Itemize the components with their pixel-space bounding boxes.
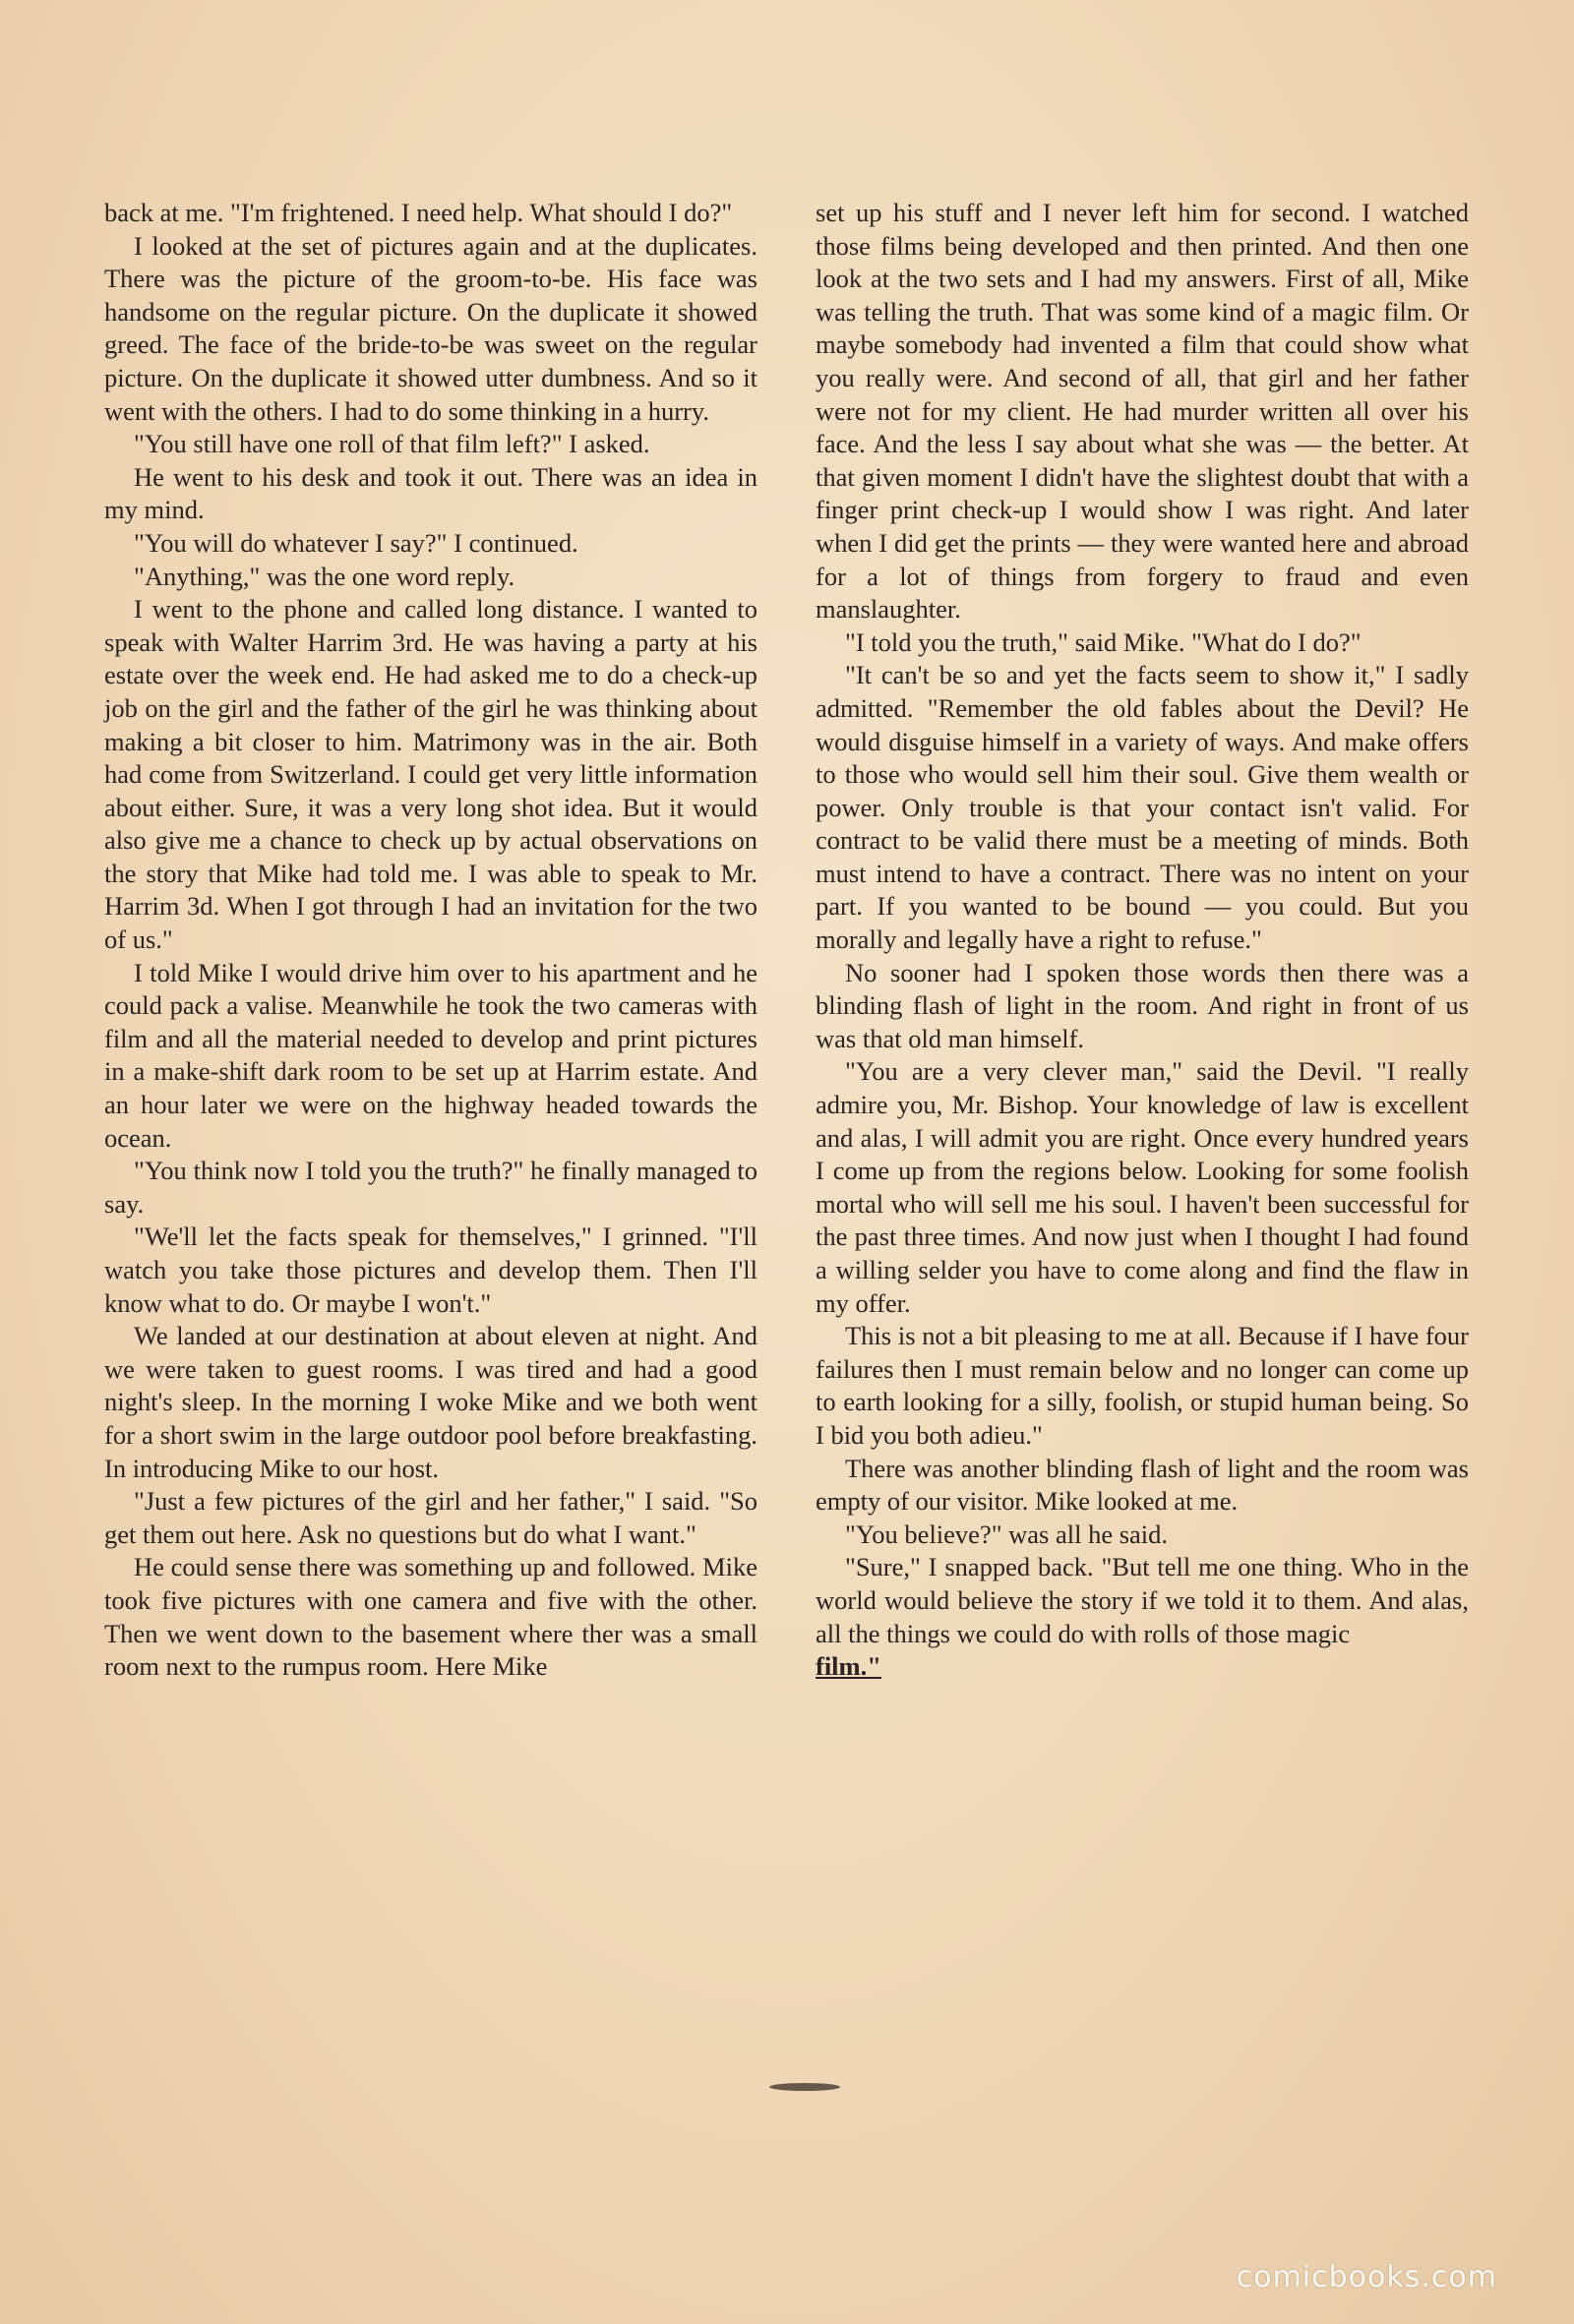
paragraph: "Just a few pictures of the girl and her father," I said. "So get them out here. Ask no questions but do what I want."	[104, 1486, 757, 1549]
paragraph: I went to the phone and called long distance. I wanted to speak with Walter Harrim 3rd. He was having a party at his estate over the week end. He had asked me to do a check-up job on the girl and the father of the girl he was thinking about making a bit closer to him. Matrimony was in the air. Both had come from Switzerland. I could get very little information about either. Sure, it was a very long shot idea. But it would also give me a chance to check up by actual observations on the story that Mike had told me. I was able to speak to Mr. Harrim 3d. When I got through I had an invitation for the two of us."	[104, 594, 757, 955]
paragraph: set up his stuff and I never left him for second. I watched those films being developed and then printed. And then one look at the two sets and I had my answers. First of all, Mike was telling the truth. That was some kind of a magic film. Or maybe somebody had invented a film that could show what you really were. And second of all, that girl and her father were not for my client. He had murder written all over his face. And the less I say about what she was — the better. At that given moment I didn't have the slightest doubt that with a finger print check-up I would show I was right. And later when I did get the prints — they were wanted here and abroad for a lot of things from forgery to fraud and even manslaughter.	[816, 198, 1469, 625]
paragraph: "You believe?" was all he said.	[845, 1519, 1169, 1549]
paragraph: "You think now I told you the truth?" he finally managed to say.	[104, 1156, 757, 1219]
right-text-column	[816, 197, 1469, 1684]
paragraph: "You will do whatever I say?" I continued.	[134, 527, 578, 558]
paragraph: "Anything," was the one word reply.	[134, 561, 515, 591]
paragraph: "Sure," I snapped back. "But tell me one thing. Who in the world would believe the story if we told it to them. And alas, all the things we could do with rolls of those magic	[816, 1552, 1469, 1648]
paragraph: I looked at the set of pictures again and at the duplicates. There was the picture of the groom-to-be. His face was handsome on the regular picture. On the duplicate it showed greed. The face of the bride-to-be was sweet on the regular picture. On the duplicate it showed utter dumbness. And so it went with the others. I had to do some thinking in a hurry.	[104, 230, 757, 426]
paragraph: "You still have one roll of that film left?" I asked.	[134, 429, 650, 459]
paragraph: "It can't be so and yet the facts seem to show it," I sadly admitted. "Remember the old fables about the Devil? He would disguise himself in a variety of ways. And make offers to those who would sell him their soul. Give them wealth or power. Only trouble is that your contact isn't valid. For contract to be valid there must be a meeting of minds. Both must intend to have a contract. There was no intent on your part. If you wanted to be bound — you could. But you morally and legally have a right to refuse."	[816, 660, 1469, 955]
final-line	[816, 1650, 1469, 1684]
paragraph: This is not a bit pleasing to me at all. Because if I have four failures then I must remain below and no longer can come up to earth looking for a silly, foolish, or stupid human being. So I bid you both adieu."	[816, 1321, 1469, 1450]
paragraph: He could sense there was something up and followed. Mike took five pictures with one camera and five with the other. Then we went down to the basement where ther was a small room next to the rumpus room. Here Mike	[104, 1552, 757, 1682]
paragraph: We landed at our destination at about eleven at night. And we were taken to guest rooms. I was tired and had a good night's sleep. In the morning I woke Mike and we both went for a short swim in the large outdoor pool before breakfasting. In introducing Mike to our host.	[104, 1321, 757, 1483]
end-ink-mark	[769, 2083, 840, 2091]
watermark: comicbooks.com	[1236, 2260, 1497, 2294]
paragraph: "We'll let the facts speak for themselves," I grinned. "I'll watch you take those pictures and develop them. Then I'll know what to do. Or maybe I won't."	[104, 1222, 757, 1318]
paragraph: "You are a very clever man," said the Devil. "I really admire you, Mr. Bishop. Your knowledge of law is excellent and alas, I will admit you are right. Once every hundred years I come up from the regions below. Looking for some foolish mortal who will sell me his soul. I haven't been successful for the past three times. And now just when I thought I had found a willing selder you have to come along and find the flaw in my offer.	[816, 1056, 1469, 1318]
paragraph: I told Mike I would drive him over to his apartment and he could pack a valise. Meanwhile he took the two cameras with film and all the material needed to develop and print pictures in a make-shift dark room to be set up at Harrim estate. And an hour later we were on the highway headed towards the ocean.	[104, 957, 757, 1153]
paragraph: back at me. "I'm frightened. I need help. What should I do?"	[104, 198, 733, 227]
left-text-column	[104, 197, 757, 1684]
paragraph: "I told you the truth," said Mike. "What do I do?"	[845, 626, 1362, 657]
paragraph: There was another blinding flash of light and the room was empty of our visitor. Mike looked at me.	[816, 1453, 1469, 1517]
paragraph: He went to his desk and took it out. There was an idea in my mind.	[104, 461, 757, 525]
paragraph: No sooner had I spoken those words then there was a blinding flash of light in the room. And right in front of us was that old man himself.	[816, 957, 1469, 1053]
final-word: film."	[816, 1651, 881, 1682]
